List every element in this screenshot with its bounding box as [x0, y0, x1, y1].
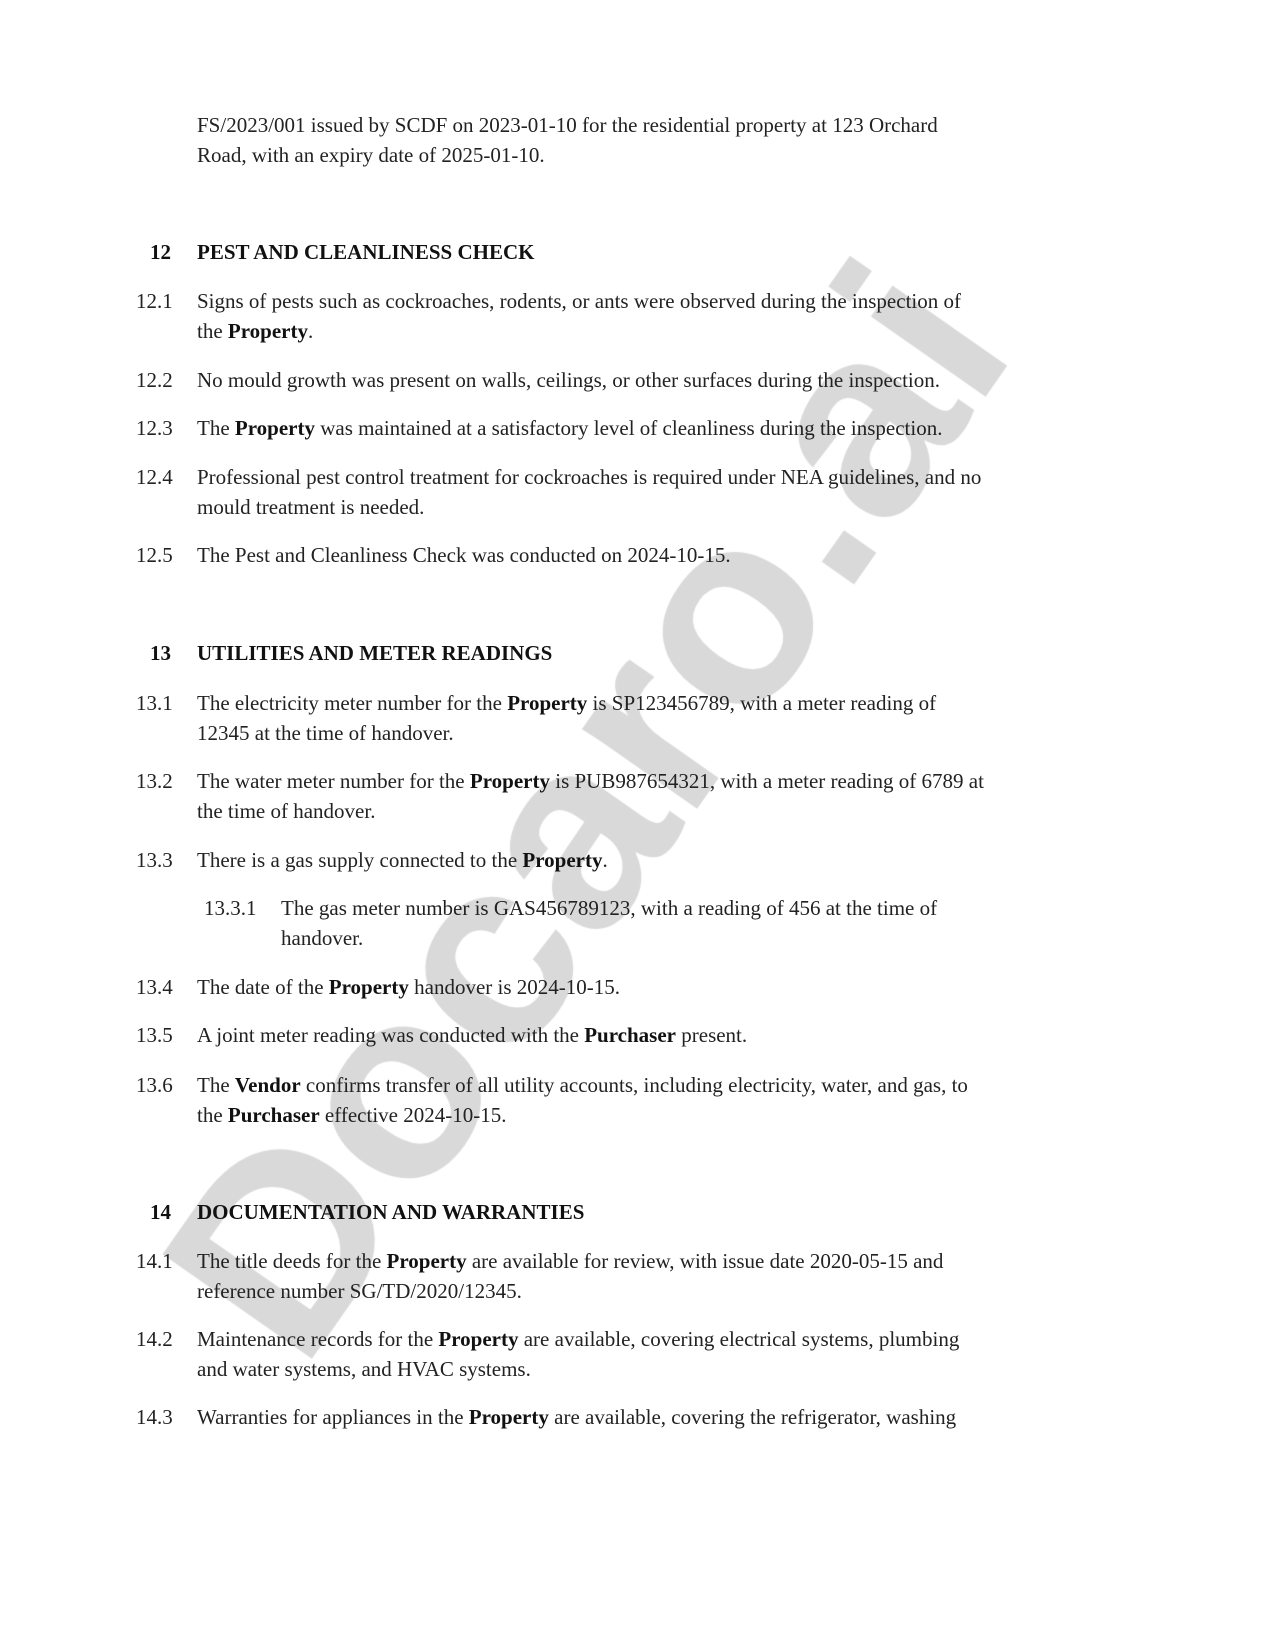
text-line	[197, 1403, 956, 1433]
text-segment: The title deeds for the	[197, 1249, 387, 1273]
text-segment: Maintenance records for the	[197, 1327, 439, 1351]
defined-term: Property	[438, 1327, 519, 1351]
text-segment: .	[308, 318, 314, 343]
text-segment: There is a gas supply connected to the	[197, 848, 523, 872]
clause-text	[197, 1325, 959, 1384]
text-segment: is PUB987654321, with a meter reading of 6789 at	[549, 769, 984, 793]
defined-term: Property	[522, 848, 603, 872]
defined-term: Property	[507, 691, 588, 715]
clause-text	[197, 414, 942, 444]
clause-number: 12.4	[136, 465, 173, 489]
text-line	[197, 287, 961, 317]
clause-number: 12.3	[136, 416, 173, 440]
paragraph-text	[197, 111, 938, 170]
text-segment: present.	[676, 1023, 748, 1047]
clause-number: 13.1	[136, 691, 173, 715]
clause-number: 13.5	[136, 1023, 173, 1047]
clause-number: 14.1	[136, 1249, 173, 1273]
defined-term: Property	[469, 769, 550, 793]
text-segment: A joint meter reading was conducted with the	[197, 1023, 585, 1047]
defined-term: Property	[234, 416, 315, 440]
text-line	[197, 1325, 959, 1355]
text-line	[197, 141, 938, 171]
text-segment: The	[197, 416, 235, 440]
text-segment: The gas meter number is GAS456789123, with a reading of 456 at the time of	[281, 896, 938, 920]
defined-term: Purchaser	[227, 1102, 320, 1127]
text-segment: The Pest and Cleanliness Check was conducted on 2024-10-15.	[197, 543, 731, 567]
text-segment: 12345 at the time of handover.	[197, 720, 454, 745]
text-line	[197, 1247, 943, 1277]
defined-term: Purchaser	[584, 1023, 676, 1047]
clause-text	[197, 366, 940, 396]
text-segment: reference number SG/TD/2020/12345.	[197, 1278, 522, 1303]
clause-number: 13.2	[136, 769, 173, 793]
defined-term: Property	[386, 1249, 467, 1273]
text-line	[197, 1071, 968, 1101]
text-line	[197, 493, 981, 523]
text-segment: mould treatment is needed.	[197, 494, 425, 519]
text-segment: No mould growth was present on walls, ceilings, or other surfaces during the inspection.	[197, 368, 941, 392]
text-line	[197, 689, 936, 719]
text-segment: Road, with an expiry date of 2025-01-10.	[197, 142, 545, 167]
text-segment: the	[197, 318, 228, 343]
text-segment: Professional pest control treatment for cockroaches is required under NEA guidelines, and no	[197, 465, 982, 489]
clause-number: 14.2	[136, 1327, 173, 1351]
text-segment: The	[197, 1073, 235, 1097]
text-segment: The electricity meter number for the	[197, 691, 508, 715]
text-segment: effective 2024-10-15.	[319, 1102, 507, 1127]
section-number: 12	[150, 240, 171, 264]
text-segment: handover is 2024-10-15.	[408, 975, 621, 999]
clause-number: 13.3.1	[204, 896, 257, 920]
clause-text	[197, 846, 608, 876]
text-line	[197, 414, 942, 444]
section-title: PEST AND CLEANLINESS CHECK	[197, 240, 535, 264]
clause-text	[197, 463, 981, 522]
text-segment: and water systems, and HVAC systems.	[197, 1356, 531, 1381]
text-segment: the	[197, 1102, 228, 1127]
clause-number: 12.1	[136, 289, 173, 313]
text-line	[197, 797, 984, 827]
text-segment: are available, covering the refrigerator, washing	[548, 1405, 957, 1429]
text-segment: are available for review, with issue date 2020-05-15 and	[466, 1249, 944, 1273]
section-number: 13	[150, 641, 171, 665]
clause-text	[197, 1403, 956, 1433]
defined-term: Vendor	[234, 1073, 301, 1097]
defined-term: Property	[328, 975, 409, 999]
text-line	[197, 1277, 943, 1307]
text-segment: is SP123456789, with a meter reading of	[587, 691, 937, 715]
clause-number: 13.3	[136, 848, 173, 872]
clause-text	[197, 973, 620, 1003]
clause-text	[281, 894, 937, 953]
text-line	[281, 924, 937, 954]
text-line	[197, 463, 981, 493]
text-line	[197, 1021, 747, 1051]
clause-number: 13.6	[136, 1073, 173, 1097]
clause-number: 13.4	[136, 975, 173, 999]
clause-number: 12.5	[136, 543, 173, 567]
text-line	[197, 317, 961, 347]
text-line	[197, 366, 940, 396]
clause-text	[197, 1071, 968, 1130]
clause-text	[197, 541, 731, 571]
clause-number: 12.2	[136, 368, 173, 392]
defined-term: Property	[227, 318, 308, 343]
text-line	[197, 846, 608, 876]
text-segment: Signs of pests such as cockroaches, rodents, or ants were observed during the inspection of	[197, 289, 961, 313]
clause-text	[197, 1247, 943, 1306]
text-line	[197, 541, 731, 571]
text-line	[197, 719, 936, 749]
clause-text	[197, 689, 936, 748]
text-line	[281, 894, 937, 924]
clause-text	[197, 767, 984, 826]
text-segment: The water meter number for the	[197, 769, 470, 793]
text-line	[197, 111, 938, 141]
text-line	[197, 1355, 959, 1385]
clause-number: 14.3	[136, 1405, 173, 1429]
clause-text	[197, 1021, 747, 1051]
clause-text	[197, 287, 961, 346]
text-line	[197, 973, 620, 1003]
text-segment: Warranties for appliances in the	[197, 1405, 469, 1429]
text-line	[197, 767, 984, 797]
text-segment: .	[602, 848, 608, 872]
text-segment: the time of handover.	[197, 798, 376, 823]
defined-term: Property	[468, 1405, 549, 1429]
section-number: 14	[150, 1200, 171, 1224]
text-segment: The date of the	[197, 975, 329, 999]
text-line	[197, 1101, 968, 1131]
section-title: UTILITIES AND METER READINGS	[197, 641, 553, 665]
text-segment: was maintained at a satisfactory level of cleanliness during the inspection.	[315, 416, 943, 440]
text-segment: handover.	[281, 925, 364, 950]
text-segment: confirms transfer of all utility accounts, including electricity, water, and gas, to	[300, 1073, 968, 1097]
text-segment: are available, covering electrical systems, plumbing	[518, 1327, 960, 1351]
text-segment: FS/2023/001 issued by SCDF on 2023-01-10 for the residential property at 123 Orchard	[197, 113, 938, 137]
section-title: DOCUMENTATION AND WARRANTIES	[197, 1200, 585, 1224]
